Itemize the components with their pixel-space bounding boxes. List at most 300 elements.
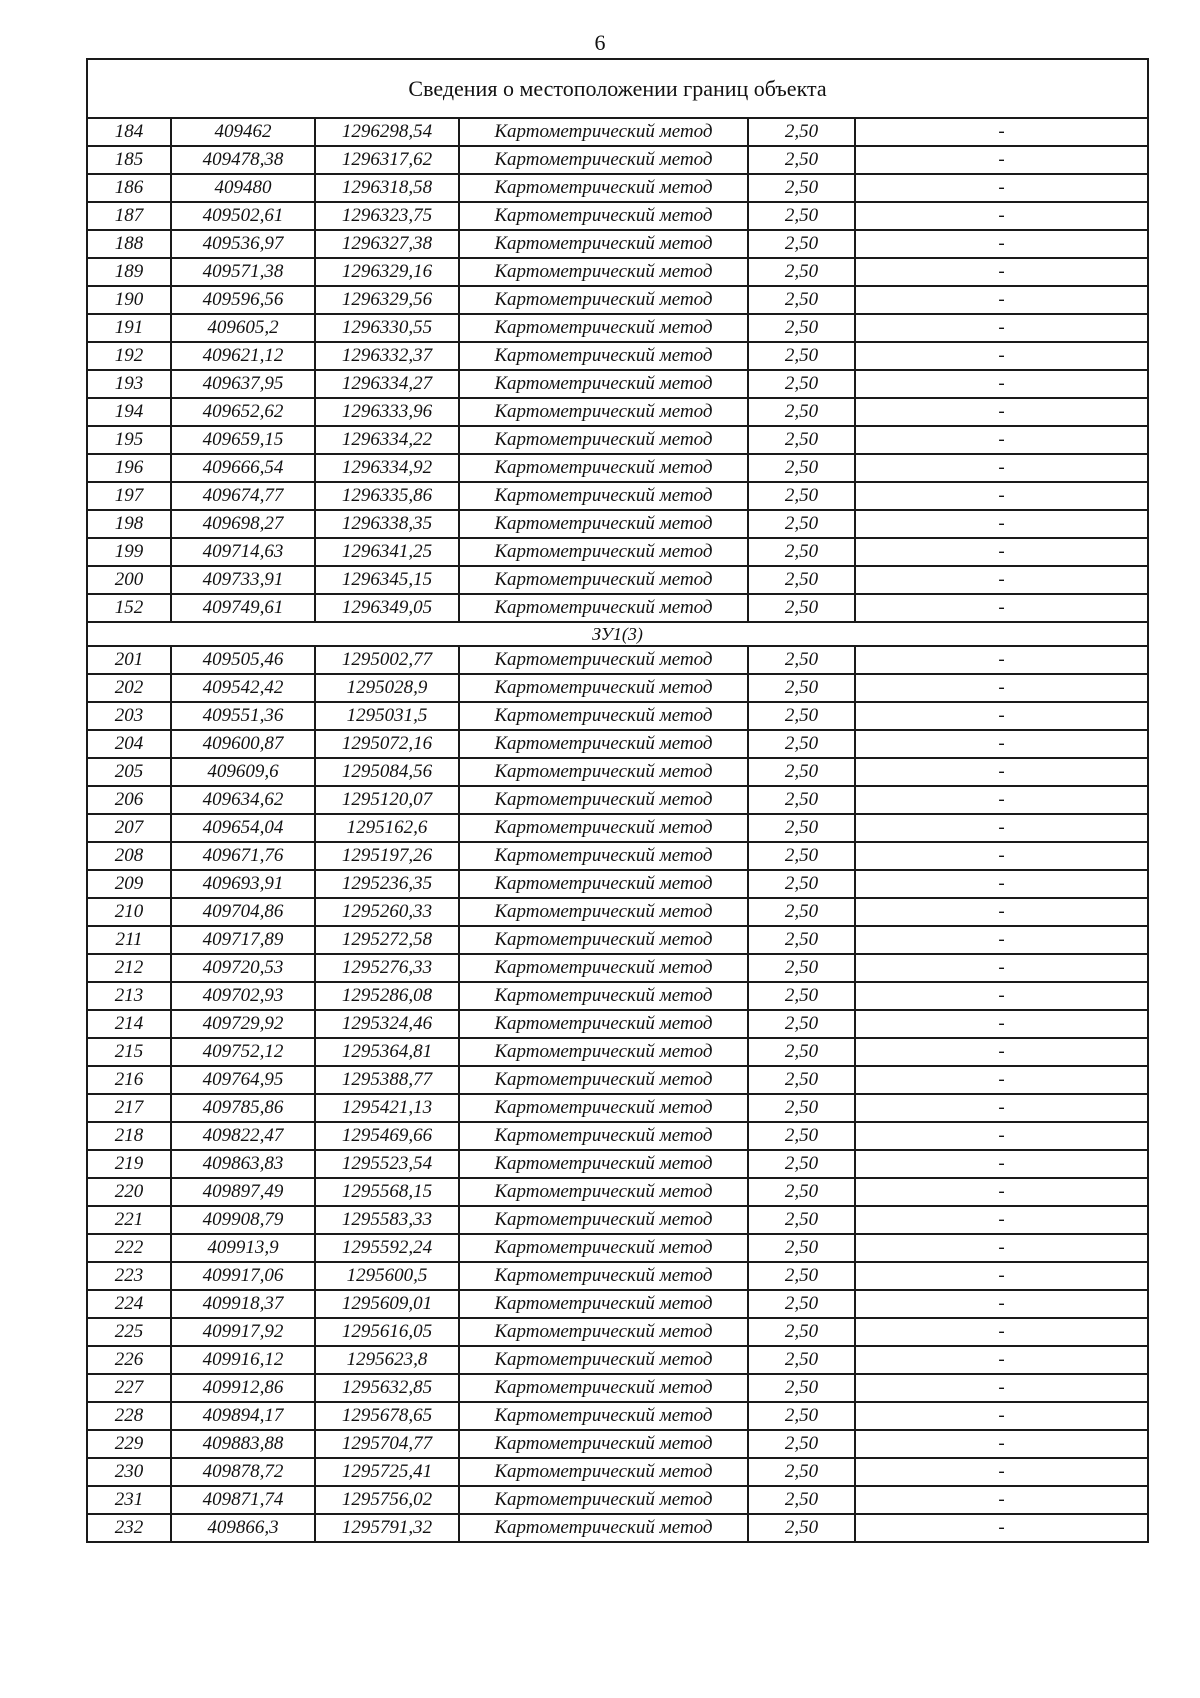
cell-x-coordinate: 409908,79: [171, 1206, 315, 1234]
cell-point-number: 184: [87, 118, 171, 146]
cell-x-coordinate: 409571,38: [171, 258, 315, 286]
cell-y-coordinate: 1296329,16: [315, 258, 459, 286]
table-row: [87, 1374, 1148, 1402]
cell-description: -: [855, 314, 1148, 342]
cell-method: Картометрический метод: [459, 1010, 748, 1038]
table-row: [87, 1514, 1148, 1542]
cell-method: Картометрический метод: [459, 842, 748, 870]
cell-description: -: [855, 954, 1148, 982]
cell-accuracy: 2,50: [748, 202, 855, 230]
cell-point-number: 186: [87, 174, 171, 202]
table-row: [87, 786, 1148, 814]
cell-accuracy: 2,50: [748, 870, 855, 898]
cell-description: -: [855, 202, 1148, 230]
cell-accuracy: 2,50: [748, 1290, 855, 1318]
table-row: [87, 842, 1148, 870]
table-row: [87, 342, 1148, 370]
cell-x-coordinate: 409704,86: [171, 898, 315, 926]
cell-y-coordinate: 1295568,15: [315, 1178, 459, 1206]
cell-point-number: 198: [87, 510, 171, 538]
table-row: [87, 1234, 1148, 1262]
cell-description: -: [855, 230, 1148, 258]
cell-method: Картометрический метод: [459, 118, 748, 146]
cell-accuracy: 2,50: [748, 566, 855, 594]
cell-method: Картометрический метод: [459, 646, 748, 674]
cell-y-coordinate: 1295286,08: [315, 982, 459, 1010]
table-row: [87, 646, 1148, 674]
cell-description: -: [855, 426, 1148, 454]
cell-description: -: [855, 1346, 1148, 1374]
cell-description: -: [855, 786, 1148, 814]
table-row: [87, 1318, 1148, 1346]
cell-y-coordinate: 1296317,62: [315, 146, 459, 174]
cell-x-coordinate: 409637,95: [171, 370, 315, 398]
table-row: [87, 482, 1148, 510]
cell-accuracy: 2,50: [748, 1430, 855, 1458]
cell-x-coordinate: 409717,89: [171, 926, 315, 954]
cell-y-coordinate: 1295469,66: [315, 1122, 459, 1150]
cell-point-number: 190: [87, 286, 171, 314]
table-row: [87, 398, 1148, 426]
cell-description: -: [855, 814, 1148, 842]
cell-description: -: [855, 1178, 1148, 1206]
cell-description: -: [855, 1234, 1148, 1262]
table-row: [87, 1178, 1148, 1206]
cell-method: Картометрический метод: [459, 258, 748, 286]
cell-accuracy: 2,50: [748, 1094, 855, 1122]
cell-method: Картометрический метод: [459, 202, 748, 230]
cell-method: Картометрический метод: [459, 1374, 748, 1402]
cell-y-coordinate: 1295421,13: [315, 1094, 459, 1122]
cell-description: -: [855, 702, 1148, 730]
cell-point-number: 229: [87, 1430, 171, 1458]
table-row: [87, 454, 1148, 482]
cell-point-number: 226: [87, 1346, 171, 1374]
cell-accuracy: 2,50: [748, 314, 855, 342]
cell-point-number: 202: [87, 674, 171, 702]
table-row: [87, 118, 1148, 146]
cell-x-coordinate: 409652,62: [171, 398, 315, 426]
cell-point-number: 220: [87, 1178, 171, 1206]
cell-y-coordinate: 1296334,27: [315, 370, 459, 398]
cell-x-coordinate: 409785,86: [171, 1094, 315, 1122]
cell-description: -: [855, 674, 1148, 702]
cell-y-coordinate: 1295197,26: [315, 842, 459, 870]
cell-point-number: 206: [87, 786, 171, 814]
cell-method: Картометрический метод: [459, 1234, 748, 1262]
table-row: [87, 954, 1148, 982]
table-row: [87, 1066, 1148, 1094]
cell-description: -: [855, 1514, 1148, 1542]
cell-point-number: 196: [87, 454, 171, 482]
cell-method: Картометрический метод: [459, 566, 748, 594]
cell-accuracy: 2,50: [748, 1262, 855, 1290]
cell-accuracy: 2,50: [748, 146, 855, 174]
cell-method: Картометрический метод: [459, 454, 748, 482]
cell-y-coordinate: 1296323,75: [315, 202, 459, 230]
table-row: [87, 230, 1148, 258]
cell-description: -: [855, 482, 1148, 510]
cell-description: -: [855, 1458, 1148, 1486]
cell-x-coordinate: 409666,54: [171, 454, 315, 482]
cell-point-number: 189: [87, 258, 171, 286]
cell-x-coordinate: 409505,46: [171, 646, 315, 674]
cell-point-number: 232: [87, 1514, 171, 1542]
cell-method: Картометрический метод: [459, 982, 748, 1010]
cell-description: -: [855, 1150, 1148, 1178]
cell-x-coordinate: 409698,27: [171, 510, 315, 538]
table-row: [87, 426, 1148, 454]
cell-y-coordinate: 1295272,58: [315, 926, 459, 954]
table-row: [87, 730, 1148, 758]
cell-y-coordinate: 1295592,24: [315, 1234, 459, 1262]
cell-method: Картометрический метод: [459, 702, 748, 730]
cell-x-coordinate: 409634,62: [171, 786, 315, 814]
cell-method: Картометрический метод: [459, 1430, 748, 1458]
cell-method: Картометрический метод: [459, 898, 748, 926]
cell-y-coordinate: 1295678,65: [315, 1402, 459, 1430]
cell-point-number: 225: [87, 1318, 171, 1346]
cell-description: -: [855, 1374, 1148, 1402]
cell-accuracy: 2,50: [748, 646, 855, 674]
cell-method: Картометрический метод: [459, 510, 748, 538]
cell-description: -: [855, 1094, 1148, 1122]
cell-point-number: 208: [87, 842, 171, 870]
cell-y-coordinate: 1295632,85: [315, 1374, 459, 1402]
cell-accuracy: 2,50: [748, 230, 855, 258]
cell-x-coordinate: 409551,36: [171, 702, 315, 730]
cell-description: -: [855, 454, 1148, 482]
cell-description: -: [855, 342, 1148, 370]
cell-point-number: 212: [87, 954, 171, 982]
table-row: [87, 814, 1148, 842]
cell-method: Картометрический метод: [459, 594, 748, 622]
table-row: [87, 982, 1148, 1010]
cell-accuracy: 2,50: [748, 258, 855, 286]
cell-accuracy: 2,50: [748, 482, 855, 510]
table-row: [87, 1262, 1148, 1290]
cell-y-coordinate: 1295388,77: [315, 1066, 459, 1094]
cell-accuracy: 2,50: [748, 1234, 855, 1262]
cell-x-coordinate: 409536,97: [171, 230, 315, 258]
cell-x-coordinate: 409897,49: [171, 1178, 315, 1206]
table-row: [87, 702, 1148, 730]
cell-method: Картометрический метод: [459, 1094, 748, 1122]
table-row: [87, 1206, 1148, 1234]
cell-y-coordinate: 1296330,55: [315, 314, 459, 342]
table-row: [87, 1150, 1148, 1178]
cell-method: Картометрический метод: [459, 1066, 748, 1094]
table-row: [87, 674, 1148, 702]
cell-method: Картометрический метод: [459, 482, 748, 510]
cell-y-coordinate: 1296334,92: [315, 454, 459, 482]
cell-description: -: [855, 258, 1148, 286]
cell-accuracy: 2,50: [748, 1374, 855, 1402]
cell-accuracy: 2,50: [748, 1514, 855, 1542]
cell-description: -: [855, 538, 1148, 566]
table-row: [87, 898, 1148, 926]
cell-point-number: 210: [87, 898, 171, 926]
cell-x-coordinate: 409478,38: [171, 146, 315, 174]
cell-method: Картометрический метод: [459, 1458, 748, 1486]
table-row: [87, 1430, 1148, 1458]
cell-description: -: [855, 982, 1148, 1010]
cell-description: -: [855, 1066, 1148, 1094]
cell-y-coordinate: 1295260,33: [315, 898, 459, 926]
cell-accuracy: 2,50: [748, 730, 855, 758]
cell-accuracy: 2,50: [748, 426, 855, 454]
table-row: [87, 146, 1148, 174]
table-row: [87, 594, 1148, 622]
cell-accuracy: 2,50: [748, 758, 855, 786]
cell-point-number: 204: [87, 730, 171, 758]
cell-y-coordinate: 1295084,56: [315, 758, 459, 786]
cell-y-coordinate: 1295120,07: [315, 786, 459, 814]
cell-point-number: 200: [87, 566, 171, 594]
cell-method: Картометрический метод: [459, 1206, 748, 1234]
table-row: [87, 758, 1148, 786]
cell-point-number: 185: [87, 146, 171, 174]
cell-method: Картометрический метод: [459, 1346, 748, 1374]
table-row: [87, 1038, 1148, 1066]
cell-accuracy: 2,50: [748, 1402, 855, 1430]
cell-x-coordinate: 409621,12: [171, 342, 315, 370]
cell-description: -: [855, 1290, 1148, 1318]
cell-method: Картометрический метод: [459, 342, 748, 370]
cell-y-coordinate: 1296338,35: [315, 510, 459, 538]
cell-description: -: [855, 146, 1148, 174]
cell-x-coordinate: 409871,74: [171, 1486, 315, 1514]
table-row: [87, 510, 1148, 538]
section-label: ЗУ1(3): [87, 622, 1148, 646]
cell-y-coordinate: 1295236,35: [315, 870, 459, 898]
cell-y-coordinate: 1295276,33: [315, 954, 459, 982]
cell-x-coordinate: 409702,93: [171, 982, 315, 1010]
cell-x-coordinate: 409894,17: [171, 1402, 315, 1430]
cell-description: -: [855, 898, 1148, 926]
cell-point-number: 215: [87, 1038, 171, 1066]
cell-point-number: 219: [87, 1150, 171, 1178]
cell-accuracy: 2,50: [748, 510, 855, 538]
cell-x-coordinate: 409596,56: [171, 286, 315, 314]
cell-point-number: 223: [87, 1262, 171, 1290]
cell-y-coordinate: 1295609,01: [315, 1290, 459, 1318]
cell-accuracy: 2,50: [748, 1346, 855, 1374]
table-row: [87, 202, 1148, 230]
cell-accuracy: 2,50: [748, 118, 855, 146]
cell-accuracy: 2,50: [748, 786, 855, 814]
cell-accuracy: 2,50: [748, 594, 855, 622]
cell-method: Картометрический метод: [459, 230, 748, 258]
cell-description: -: [855, 1010, 1148, 1038]
cell-y-coordinate: 1296333,96: [315, 398, 459, 426]
cell-accuracy: 2,50: [748, 702, 855, 730]
cell-method: Картометрический метод: [459, 1122, 748, 1150]
cell-x-coordinate: 409883,88: [171, 1430, 315, 1458]
cell-x-coordinate: 409480: [171, 174, 315, 202]
cell-point-number: 187: [87, 202, 171, 230]
cell-description: -: [855, 1122, 1148, 1150]
cell-x-coordinate: 409502,61: [171, 202, 315, 230]
cell-y-coordinate: 1296334,22: [315, 426, 459, 454]
cell-description: -: [855, 842, 1148, 870]
cell-accuracy: 2,50: [748, 538, 855, 566]
cell-method: Картометрический метод: [459, 286, 748, 314]
cell-x-coordinate: 409918,37: [171, 1290, 315, 1318]
cell-x-coordinate: 409866,3: [171, 1514, 315, 1542]
cell-description: -: [855, 118, 1148, 146]
cell-accuracy: 2,50: [748, 1150, 855, 1178]
cell-y-coordinate: 1295523,54: [315, 1150, 459, 1178]
cell-accuracy: 2,50: [748, 1318, 855, 1346]
table-row: [87, 1402, 1148, 1430]
cell-point-number: 217: [87, 1094, 171, 1122]
boundary-coordinates-table: [86, 58, 1149, 1543]
cell-x-coordinate: 409654,04: [171, 814, 315, 842]
cell-y-coordinate: 1295623,8: [315, 1346, 459, 1374]
cell-point-number: 228: [87, 1402, 171, 1430]
cell-description: -: [855, 1262, 1148, 1290]
table-row: [87, 1458, 1148, 1486]
page-number: 6: [594, 30, 606, 55]
cell-accuracy: 2,50: [748, 1122, 855, 1150]
cell-x-coordinate: 409714,63: [171, 538, 315, 566]
cell-point-number: 218: [87, 1122, 171, 1150]
cell-accuracy: 2,50: [748, 842, 855, 870]
cell-method: Картометрический метод: [459, 1178, 748, 1206]
cell-method: Картометрический метод: [459, 1402, 748, 1430]
cell-method: Картометрический метод: [459, 174, 748, 202]
cell-y-coordinate: 1296349,05: [315, 594, 459, 622]
cell-y-coordinate: 1295028,9: [315, 674, 459, 702]
cell-y-coordinate: 1296341,25: [315, 538, 459, 566]
cell-point-number: 216: [87, 1066, 171, 1094]
cell-y-coordinate: 1296332,37: [315, 342, 459, 370]
cell-point-number: 221: [87, 1206, 171, 1234]
table-row: [87, 174, 1148, 202]
table-row: [87, 538, 1148, 566]
cell-point-number: 191: [87, 314, 171, 342]
cell-method: Картометрический метод: [459, 426, 748, 454]
cell-description: -: [855, 370, 1148, 398]
table-title: Сведения о местоположении границ объекта: [87, 59, 1148, 118]
cell-method: Картометрический метод: [459, 146, 748, 174]
table-row: [87, 258, 1148, 286]
cell-accuracy: 2,50: [748, 370, 855, 398]
cell-point-number: 214: [87, 1010, 171, 1038]
cell-accuracy: 2,50: [748, 674, 855, 702]
cell-point-number: 224: [87, 1290, 171, 1318]
table-row: [87, 1346, 1148, 1374]
cell-x-coordinate: 409917,92: [171, 1318, 315, 1346]
cell-x-coordinate: 409822,47: [171, 1122, 315, 1150]
cell-description: -: [855, 646, 1148, 674]
cell-accuracy: 2,50: [748, 982, 855, 1010]
cell-description: -: [855, 510, 1148, 538]
cell-point-number: 205: [87, 758, 171, 786]
cell-y-coordinate: 1296298,54: [315, 118, 459, 146]
cell-point-number: 192: [87, 342, 171, 370]
cell-x-coordinate: 409605,2: [171, 314, 315, 342]
cell-description: -: [855, 1430, 1148, 1458]
cell-x-coordinate: 409916,12: [171, 1346, 315, 1374]
cell-description: -: [855, 926, 1148, 954]
cell-description: -: [855, 758, 1148, 786]
cell-y-coordinate: 1295756,02: [315, 1486, 459, 1514]
cell-accuracy: 2,50: [748, 454, 855, 482]
cell-method: Картометрический метод: [459, 370, 748, 398]
cell-accuracy: 2,50: [748, 342, 855, 370]
cell-x-coordinate: 409913,9: [171, 1234, 315, 1262]
table-row: [87, 314, 1148, 342]
cell-y-coordinate: 1296318,58: [315, 174, 459, 202]
cell-x-coordinate: 409720,53: [171, 954, 315, 982]
cell-method: Картометрический метод: [459, 954, 748, 982]
cell-description: -: [855, 1206, 1148, 1234]
cell-method: Картометрический метод: [459, 926, 748, 954]
cell-x-coordinate: 409749,61: [171, 594, 315, 622]
cell-accuracy: 2,50: [748, 926, 855, 954]
table-title-row: [87, 59, 1148, 118]
cell-accuracy: 2,50: [748, 398, 855, 426]
cell-description: -: [855, 1486, 1148, 1514]
cell-accuracy: 2,50: [748, 814, 855, 842]
cell-y-coordinate: 1295031,5: [315, 702, 459, 730]
cell-x-coordinate: 409733,91: [171, 566, 315, 594]
cell-accuracy: 2,50: [748, 286, 855, 314]
cell-x-coordinate: 409542,42: [171, 674, 315, 702]
cell-method: Картометрический метод: [459, 314, 748, 342]
cell-point-number: 194: [87, 398, 171, 426]
cell-accuracy: 2,50: [748, 174, 855, 202]
cell-point-number: 152: [87, 594, 171, 622]
cell-y-coordinate: 1295725,41: [315, 1458, 459, 1486]
cell-method: Картометрический метод: [459, 730, 748, 758]
cell-y-coordinate: 1295324,46: [315, 1010, 459, 1038]
cell-accuracy: 2,50: [748, 1206, 855, 1234]
cell-point-number: 211: [87, 926, 171, 954]
cell-description: -: [855, 1318, 1148, 1346]
cell-point-number: 213: [87, 982, 171, 1010]
cell-accuracy: 2,50: [748, 1010, 855, 1038]
cell-point-number: 209: [87, 870, 171, 898]
cell-x-coordinate: 409609,6: [171, 758, 315, 786]
cell-y-coordinate: 1296345,15: [315, 566, 459, 594]
table-body: [87, 59, 1148, 1542]
table-row: [87, 1486, 1148, 1514]
cell-x-coordinate: 409752,12: [171, 1038, 315, 1066]
cell-point-number: 207: [87, 814, 171, 842]
cell-point-number: 195: [87, 426, 171, 454]
cell-method: Картометрический метод: [459, 786, 748, 814]
table-row: [87, 566, 1148, 594]
cell-accuracy: 2,50: [748, 898, 855, 926]
cell-description: -: [855, 1038, 1148, 1066]
cell-x-coordinate: 409693,91: [171, 870, 315, 898]
cell-x-coordinate: 409671,76: [171, 842, 315, 870]
cell-accuracy: 2,50: [748, 1178, 855, 1206]
cell-method: Картометрический метод: [459, 1290, 748, 1318]
cell-method: Картометрический метод: [459, 1262, 748, 1290]
cell-point-number: 201: [87, 646, 171, 674]
cell-accuracy: 2,50: [748, 1066, 855, 1094]
cell-method: Картометрический метод: [459, 1486, 748, 1514]
cell-method: Картометрический метод: [459, 538, 748, 566]
cell-method: Картометрический метод: [459, 758, 748, 786]
cell-y-coordinate: 1295583,33: [315, 1206, 459, 1234]
cell-method: Картометрический метод: [459, 870, 748, 898]
section-row: [87, 622, 1148, 646]
